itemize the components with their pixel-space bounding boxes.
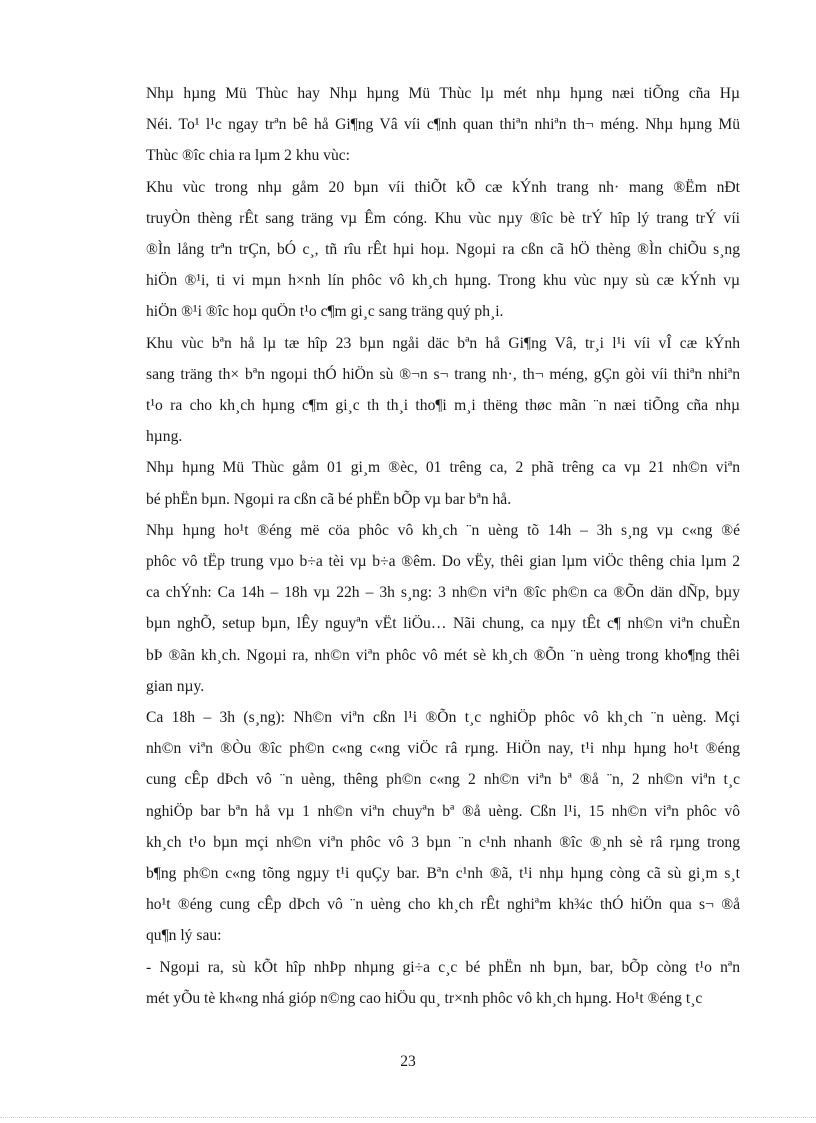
text-line: gian nµy. bbox=[146, 677, 205, 695]
text-line: hiÖn ®¹i, ti vi mµn h×nh lín phôc vô kh¸ch hµng. Trong khu vùc nµy sù cæ kÝnh vµ bbox=[146, 272, 740, 290]
paragraph bbox=[110, 328, 740, 453]
text-line: Nhµ hµng ho¹t ®éng më cöa phôc vô kh¸ch ¨n uèng tõ 14h – 3h s¸ng vµ c«ng ®é bbox=[146, 521, 740, 539]
text-line: ca chÝnh: Ca 14h – 18h vµ 22h – 3h s¸ng: 3 nh©n viªn ®îc ph©n ca ®Õn dän dÑp, bµy bbox=[146, 584, 740, 602]
text-line: sang träng th× bªn ngoµi thÓ hiÖn sù ®¬n s¬ trang nh·, th¬ méng, gÇn gòi víi thiªn nhiªn bbox=[146, 365, 740, 383]
text-line: t¹o ra cho kh¸ch hµng c¶m gi¸c th th¸i tho¶i m¸i thëng thøc mãn ¨n næi tiÕng cña nhµ bbox=[146, 397, 740, 415]
text-line: Khu vùc bªn hå lµ tæ hîp 23 bµn ngåi däc bªn hå Gi¶ng Vâ, tr¸i l¹i víi vÎ cæ kÝnh bbox=[146, 334, 740, 352]
text-line: phôc vô tËp trung vµo b÷a tèi vµ b÷a ®êm. Do vËy, thêi gian lµm viÖc thêng chia lµm 2 bbox=[146, 553, 740, 571]
text-line: ®Ìn lång trªn trÇn, bÓ c¸, tñ rîu rÊt hµi hoµ. Ngoµi ra cßn cã hÖ thèng ®Ìn chiÕu s¸ng bbox=[146, 241, 740, 259]
text-line: kh¸ch t¹o bµn mçi nh©n viªn phôc vô 3 bµn ¨n c¹nh nhanh ®îc ®¸nh sè râ rµng trong bbox=[146, 833, 740, 851]
bottom-divider bbox=[0, 1117, 816, 1118]
text-line: Khu vùc trong nhµ gåm 20 bµn víi thiÕt kÕ cæ kÝnh trang nh· mang ®Ëm nÐt bbox=[146, 178, 740, 196]
paragraph bbox=[110, 172, 740, 328]
text-line: Nhµ hµng Mü Thùc hay Nhµ hµng Mü Thùc lµ mét nhµ hµng næi tiÕng cña Hµ bbox=[146, 85, 740, 102]
text-line: bé phËn bµn. Ngoµi ra cßn cã bé phËn bÕp vµ bar bªn hå. bbox=[146, 490, 512, 508]
text-line: bµn nghÕ, setup bµn, lÊy nguyªn vËt liÖu… Nãi chung, ca nµy tÊt c¶ nh©n viªn chuÈn bbox=[146, 615, 740, 633]
paragraph bbox=[110, 515, 740, 702]
text-line: b¶ng ph©n c«ng tõng ngµy t¹i quÇy bar. Bªn c¹nh ®ã, t¹i nhµ hµng còng cã sù gi¸m s¸t bbox=[146, 865, 740, 883]
paragraph bbox=[110, 78, 740, 172]
page-number: 23 bbox=[400, 1053, 416, 1070]
paragraph bbox=[110, 702, 740, 952]
paragraph bbox=[110, 952, 740, 1014]
text-line: Nhµ hµng Mü Thùc gåm 01 gi¸m ®èc, 01 trêng ca, 2 phã trêng ca vµ 21 nh©n viªn bbox=[146, 459, 740, 477]
body-text bbox=[110, 78, 740, 1014]
text-line: nh©n viªn ®Òu ®îc ph©n c«ng c«ng viÖc râ rµng. HiÖn nay, t¹i nhµ hµng ho¹t ®éng bbox=[146, 740, 740, 758]
text-line: ho¹t ®éng cung cÊp dÞch vô ¨n uèng cho kh¸ch rÊt nghiªm kh¾c thÓ hiÖn qua s¬ ®å bbox=[146, 896, 740, 914]
text-line: cung cÊp dÞch vô ¨n uèng, thêng ph©n c«ng 2 nh©n viªn bª ®å ¨n, 2 nh©n viªn t¸c bbox=[146, 771, 740, 789]
paragraph bbox=[110, 452, 740, 514]
text-line: nghiÖp bar bªn hå vµ 1 nh©n viªn chuyªn bª ®å uèng. Cßn l¹i, 15 nh©n viªn phôc vô bbox=[146, 802, 740, 820]
text-line: Thùc ®îc chia ra lµm 2 khu vùc: bbox=[146, 147, 350, 165]
text-line: qu¶n lý sau: bbox=[146, 927, 222, 945]
text-line: bÞ ®ãn kh¸ch. Ngoµi ra, nh©n viªn phôc vô mét sè kh¸ch ®Õn ¨n uèng trong kho¶ng thêi bbox=[146, 646, 740, 664]
text-line: hiÖn ®¹i ®îc hoµ quÖn t¹o c¶m gi¸c sang träng quý ph¸i. bbox=[146, 303, 504, 321]
text-line: mét yÕu tè kh«ng nhá gióp n©ng cao hiÖu qu¸ tr×nh phôc vô kh¸ch hµng. Ho¹t ®éng t¸c bbox=[146, 989, 703, 1007]
text-line: Néi. To¹ l¹c ngay trªn bê hå Gi¶ng Vâ víi c¶nh quan thiªn nhiªn th¬ méng. Nhµ hµng Mü bbox=[146, 116, 740, 134]
text-line: hµng. bbox=[146, 428, 183, 446]
text-line: - Ngoµi ra, sù kÕt hîp nhÞp nhµng gi÷a c¸c bé phËn nh bµn, bar, bÕp còng t¹o nªn bbox=[146, 958, 740, 976]
text-line: Ca 18h – 3h (s¸ng): Nh©n viªn cßn l¹i ®Õn t¸c nghiÖp phôc vô kh¸ch ¨n uèng. Mçi bbox=[146, 709, 740, 727]
text-line: truyÒn thèng rÊt sang träng vµ Êm cóng. Khu vùc nµy ®îc bè trÝ hîp lý trang trÝ víi bbox=[146, 209, 740, 227]
